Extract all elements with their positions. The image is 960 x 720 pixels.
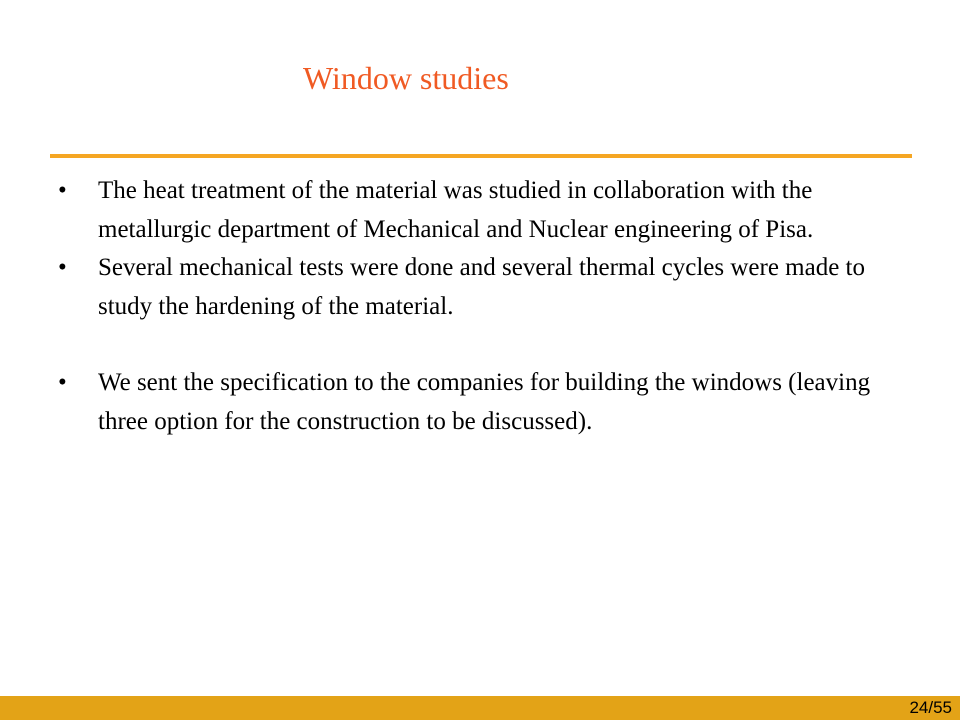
- bullet-marker: •: [58, 369, 67, 396]
- bullet-text: The heat treatment of the material was studied in collaboration with the metallurgic department of Mechanical and Nuclear engineering of Pisa.: [98, 177, 814, 243]
- title-divider: [50, 154, 912, 158]
- bullet-marker: •: [58, 177, 67, 204]
- bullet-text: We sent the specification to the companies for building the windows (leaving three option for the construction to be discussed).: [98, 369, 871, 435]
- bullet-marker: •: [58, 254, 67, 281]
- bullet-item: [58, 172, 888, 249]
- bullet-item: [58, 249, 888, 326]
- page-number: 24/55: [909, 698, 952, 717]
- slide-title: Window studies: [303, 60, 509, 96]
- bullet-text: Several mechanical tests were done and several thermal cycles were made to study the hardening of the material.: [98, 254, 866, 320]
- bullet-item: [58, 364, 888, 441]
- bullet-list: [58, 172, 888, 441]
- footer-bar: [0, 696, 960, 720]
